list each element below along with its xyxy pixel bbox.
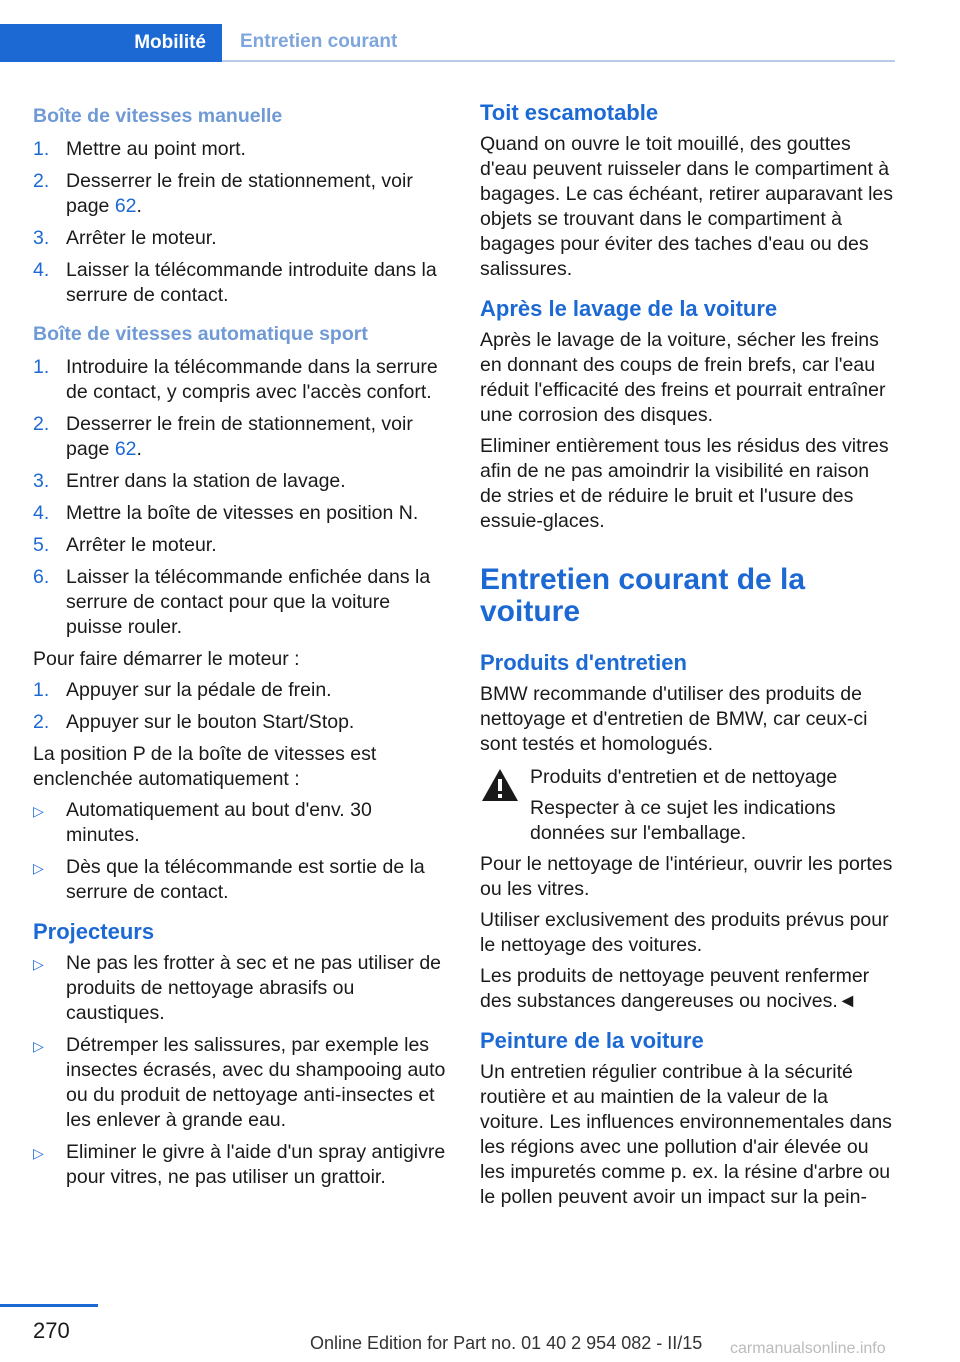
list-item	[33, 951, 448, 1026]
park-text: La position P de la boîte de vitesses est enclenchée automatiquement :	[33, 743, 377, 790]
after-wash-text-1: Après le lavage de la voiture, sécher les freins en donnant des coups de frein brefs, car l'eau réduit l'efficacité des freins et pourrait entraîner une corrosion des disques.	[480, 329, 886, 426]
chapter-tab[interactable]: Entretien courant	[240, 31, 398, 52]
triangle-bullet-icon: ▷	[33, 803, 44, 819]
roof-heading: Toit escamotable	[480, 100, 659, 125]
step-number: 2.	[33, 413, 50, 435]
triangle-bullet-icon: ▷	[33, 956, 44, 972]
list-item	[33, 137, 448, 162]
step-text: Appuyer sur la pédale de frein.	[66, 679, 332, 701]
header-divider	[222, 60, 895, 62]
step-text: Arrêter le moteur.	[66, 227, 217, 249]
bullet-text: Dès que la télécommande est sortie de la serrure de contact.	[66, 856, 425, 903]
list-item	[33, 355, 448, 405]
step-number: 4.	[33, 259, 50, 281]
step-text: Mettre la boîte de vitesses en position N.	[66, 502, 419, 524]
step-number: 6.	[33, 566, 50, 588]
step-text: Appuyer sur le bouton Start/Stop.	[66, 711, 355, 733]
paint-heading: Peinture de la voiture	[480, 1028, 704, 1053]
bullet-text: Automatiquement au bout d'env. 30 minutes.	[66, 799, 372, 846]
bullet-text: Eliminer le givre à l'aide d'un spray antigivre pour vitres, ne pas utiliser un grattoir.	[66, 1141, 446, 1188]
step-number: 3.	[33, 227, 50, 249]
bullet-text: Détremper les salissures, par exemple les insectes écrasés, avec du shampooing auto ou du produit de nettoyage anti-insectes et les enlever à grande eau.	[66, 1034, 446, 1131]
list-item	[33, 1033, 448, 1133]
step-number: 2.	[33, 711, 50, 733]
park-bullets	[33, 798, 448, 905]
right-column	[480, 100, 895, 1216]
auto-steps	[33, 355, 448, 640]
list-item	[33, 678, 448, 703]
care-products-text: BMW recommande d'utiliser des produits de nettoyage et d'entretien de BMW, car ceux-ci sont testés et homologués.	[480, 683, 868, 755]
start-intro: Pour faire démarrer le moteur :	[33, 648, 300, 670]
list-item	[33, 798, 448, 848]
warning-text-content: Respecter à ce sujet les indications données sur l'emballage.	[530, 797, 836, 844]
care-text-3: Les produits de nettoyage peuvent renfermer des substances dangereuses ou nocives.◄	[480, 965, 870, 1012]
left-column	[33, 100, 448, 1197]
list-item	[33, 258, 448, 308]
triangle-bullet-icon: ▷	[33, 860, 44, 876]
step-text: Introduire la télécommande dans la serrure de contact, y compris avec l'accès confort.	[66, 356, 438, 403]
page-link[interactable]: 62	[114, 438, 137, 460]
step-text: Desserrer le frein de stationnement, voir page	[66, 170, 413, 217]
page-header	[0, 24, 895, 62]
list-item	[33, 469, 448, 494]
paint-text: Un entretien régulier contribue à la sécurité routière et au maintien de la valeur de la voiture. Les influences environnementales dans les régions avec une pollution d'air élevée ou les impuretés comme p. ex. la résine d'arbre ou le pollen peuvent avoir un impact sur la pein-	[480, 1061, 892, 1208]
step-text: Laisser la télécommande introduite dans la serrure de contact.	[66, 259, 437, 306]
after-wash-text-2: Eliminer entièrement tous les résidus des vitres afin de ne pas amoindrir la visibilité en raison de stries et de réduire le bruit et l'usure des essuie-glaces.	[480, 435, 889, 532]
care-heading: Entretien courant de la voiture	[480, 563, 806, 628]
list-item	[33, 226, 448, 251]
list-item	[33, 501, 448, 526]
page-number: 270	[33, 1318, 70, 1343]
list-item: 2. Desserrer le frein de stationnement, voir page 62.	[33, 413, 413, 460]
triangle-bullet-icon: ▷	[33, 1145, 44, 1161]
auto-gearbox-heading: Boîte de vitesses automatique sport	[33, 323, 368, 345]
step-text: Mettre au point mort.	[66, 138, 246, 160]
step-number: 4.	[33, 502, 50, 524]
step-number: 1.	[33, 679, 50, 701]
projector-bullets	[33, 951, 448, 1190]
warning-icon	[480, 767, 520, 803]
step-number: 2.	[33, 170, 50, 192]
start-steps	[33, 678, 448, 735]
list-item	[33, 565, 448, 640]
step-text: Laisser la télécommande enfichée dans la serrure de contact pour que la voiture puisse rouler.	[66, 566, 431, 638]
warning-text	[480, 796, 895, 846]
step-number: 1.	[33, 356, 50, 378]
step-text: Entrer dans la station de lavage.	[66, 470, 346, 492]
step-text: Desserrer le frein de stationnement, voir page	[66, 413, 413, 460]
bullet-text: Ne pas les frotter à sec et ne pas utiliser de produits de nettoyage abrasifs ou caustiques.	[66, 952, 442, 1024]
triangle-bullet-icon: ▷	[33, 1038, 44, 1054]
step-number: 3.	[33, 470, 50, 492]
warning-box	[480, 765, 895, 846]
edition-text: Online Edition for Part no. 01 40 2 954 082 - II/15	[310, 1333, 703, 1353]
care-text-2: Utiliser exclusivement des produits prévus pour le nettoyage des voitures.	[480, 909, 889, 956]
care-products-heading: Produits d'entretien	[480, 650, 687, 675]
step-text: Arrêter le moteur.	[66, 534, 217, 556]
list-item	[33, 1140, 448, 1190]
list-item	[33, 710, 448, 735]
roof-text: Quand on ouvre le toit mouillé, des gouttes d'eau peuvent ruisseler dans le compartiment à bagages. Le cas échéant, retirer auparavant les objets se trouvant dans le compartiment à bagages pour éviter des taches d'eau ou des salissures.	[480, 133, 894, 280]
step-number: 1.	[33, 138, 50, 160]
projectors-heading: Projecteurs	[33, 919, 155, 944]
warning-title: Produits d'entretien et de nettoyage	[530, 766, 838, 788]
manual-gearbox-heading: Boîte de vitesses manuelle	[33, 105, 283, 127]
manual-steps	[33, 137, 448, 308]
step-number: 5.	[33, 534, 50, 556]
watermark-text: carmanualsonline.info	[730, 1340, 886, 1357]
footer-divider	[0, 1304, 98, 1307]
list-item	[33, 855, 448, 905]
care-text-1: Pour le nettoyage de l'intérieur, ouvrir les portes ou les vitres.	[480, 853, 893, 900]
after-wash-heading: Après le lavage de la voiture	[480, 296, 778, 321]
section-tab[interactable]: Mobilité	[0, 24, 222, 62]
page-link[interactable]: 62	[114, 195, 137, 217]
list-item	[33, 533, 448, 558]
list-item: 2. Desserrer le frein de stationnement, voir page 62.	[33, 170, 413, 217]
